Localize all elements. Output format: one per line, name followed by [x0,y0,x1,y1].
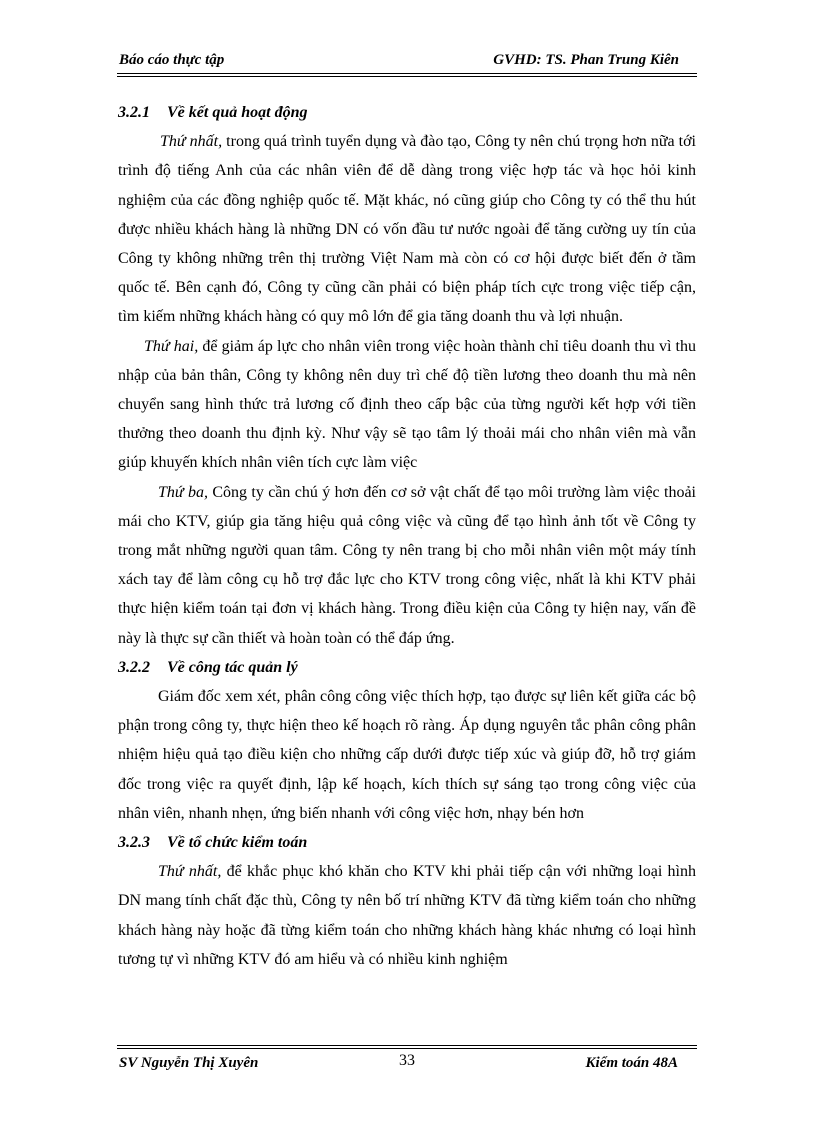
footer-class: Kiểm toán 48A [585,1055,678,1071]
section-number: 3.2.1 [118,104,150,121]
header-supervisor: GVHD: TS. Phan Trung Kiên [493,52,679,68]
header-rule-top [117,73,697,74]
section-heading-3-2-2 [118,653,696,682]
paragraph [118,127,696,331]
footer-rule-bottom [117,1048,697,1049]
paragraph-lead: Thứ nhất, [160,133,223,151]
paragraph-text: Giám đốc xem xét, phân công công việc thích hợp, tạo được sự liên kết giữa các bộ phận trong công ty, thực hiện theo kế hoạch rõ ràng. Áp dụng nguyên tắc phân công phân nhiệm hiệu quả tạo điều kiện cho những cấp dưới được tiếp xúc và giúp đỡ, hỗ trợ giám đốc trong việc ra quyết định, lập kế hoạch, kích thích sự sáng tạo trong công việc của nhân viên, nhanh nhẹn, ứng biến nhanh với công việc hơn, nhạy bén hơn [118,688,696,822]
paragraph [118,682,696,828]
page-body [118,98,696,974]
section-number: 3.2.3 [118,834,150,852]
page-footer [117,1045,697,1079]
paragraph-lead: Thứ nhất, [158,863,222,881]
header-report-title: Báo cáo thực tập [119,52,225,68]
header-rule-bottom [117,76,697,77]
footer-rule-top [117,1045,697,1046]
paragraph [118,478,696,653]
paragraph [118,332,696,478]
section-title: Về kết quả hoạt động [167,104,308,121]
paragraph-lead: Thứ hai, [144,337,199,355]
paragraph-text: để khắc phục khó khăn cho KTV khi phải tiếp cận với những loại hình DN mang tính chất đặc thù, Công ty nên bố trí những KTV đã từng kiểm toán cho những khách hàng này hoặc đã từng kiểm toán cho những khách hàng khác nhưng có loại hình tương tự vì những KTV đó am hiểu và có nhiều kinh nghiệm [118,863,696,968]
section-heading-3-2-3 [118,828,696,857]
section-heading-3-2-1 [118,98,696,127]
page-number: 33 [399,1052,415,1069]
section-title: Về tổ chức kiểm toán [167,834,308,852]
paragraph-text: trong quá trình tuyển dụng và đào tạo, Công ty nên chú trọng hơn nữa tới trình độ tiếng Anh của các nhân viên để dễ dàng trong việc hợp tác và học hỏi kinh nghiệm của các đồng nghiệp quốc tế. Mặt khác, nó cũng giúp cho Công ty có thể thu hút được nhiều khách hàng là những DN có vốn đầu tư nước ngoài để tăng cường uy tín của Công ty không những trên thị trường Việt Nam mà còn có cơ hội được biết đến ở tầm quốc tế. Bên cạnh đó, Công ty cũng cần phải có biện pháp tích cực trong việc tiếp cận, tìm kiếm những khách hàng có quy mô lớn để gia tăng doanh thu và lợi nhuận. [118,133,696,326]
paragraph [118,857,696,974]
paragraph-text: Công ty cần chú ý hơn đến cơ sở vật chất để tạo môi trường làm việc thoải mái cho KTV, giúp gia tăng hiệu quả công việc và cũng để tạo hình ảnh tốt về Công ty trong mắt những người quan tâm. Công ty nên trang bị cho mỗi nhân viên một máy tính xách tay để làm công cụ hỗ trợ đắc lực cho KTV trong công việc, nhất là khi KTV phải thực hiện kiểm toán tại đơn vị khách hàng. Trong điều kiện của Công ty hiện nay, vấn đề này là thực sự cần thiết và hoàn toàn có thể đáp ứng. [118,483,697,647]
paragraph-lead: Thứ ba, [158,483,208,501]
footer-student-name: SV Nguyễn Thị Xuyên [119,1055,259,1071]
section-number: 3.2.2 [118,658,150,676]
paragraph-text: để giảm áp lực cho nhân viên trong việc hoàn thành chỉ tiêu doanh thu vì thu nhập của bản thân, Công ty không nên duy trì chế độ tiền lương theo doanh thu mà nên chuyển sang hình thức trả lương cố định theo cấp bậc của từng người kết hợp với tiền thưởng theo doanh thu định kỳ. Như vậy sẽ tạo tâm lý thoải mái cho nhân viên mà vẫn giúp khuyến khích nhân viên tích cực làm việc [118,337,696,472]
section-title: Về công tác quản lý [167,658,298,676]
page-header [117,50,697,76]
